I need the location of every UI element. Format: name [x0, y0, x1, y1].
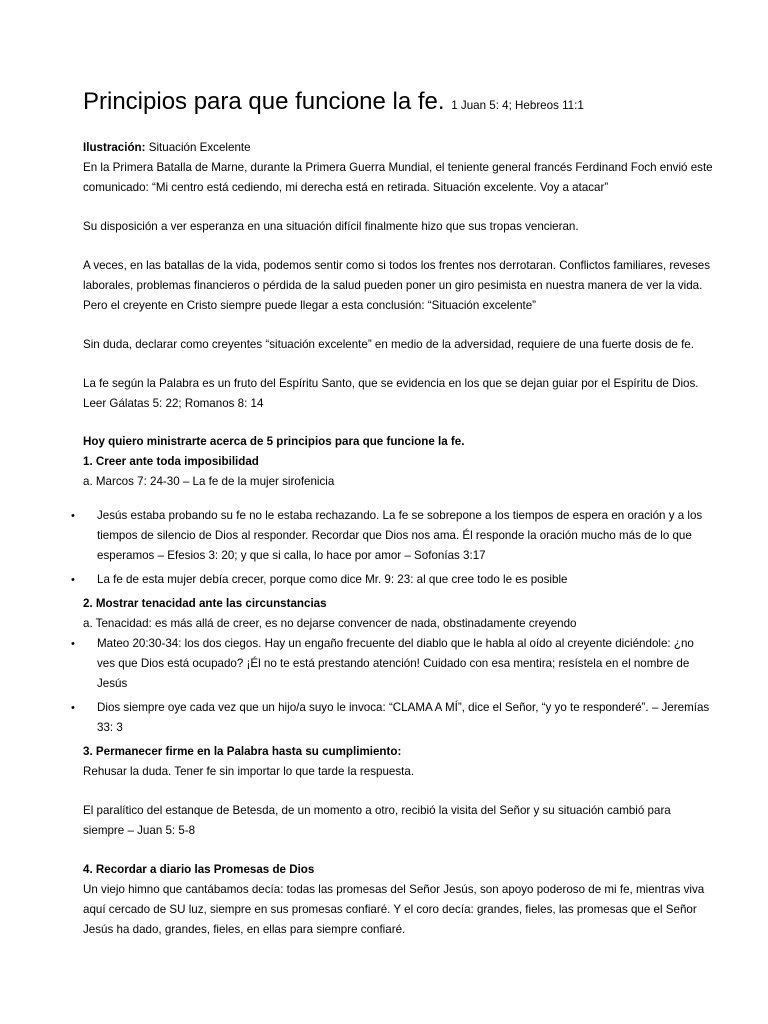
list-item: • Mateo 20:30-34: los dos ciegos. Hay un engaño frecuente del diablo que le habla al oído al creyente diciéndole: ¿no ves que Dios está ocupado? ¡Él no te está prestando atención! Cuidado con esa mentira; resístela en el nombre de Jesús [83, 634, 715, 694]
bullet-icon: • [71, 574, 75, 586]
section-1-heading: 1. Creer ante toda imposibilidad [83, 455, 259, 468]
bullet-icon: • [71, 638, 75, 650]
illustration-title: Situación Excelente [148, 141, 251, 154]
document-title [83, 86, 715, 122]
section-4-heading: 4. Recordar a diario las Promesas de Dios [83, 863, 315, 876]
document-page [71, 86, 715, 940]
illustration-heading [83, 138, 715, 158]
section-3-heading: 3. Permanecer firme en la Palabra hasta su cumplimiento: [83, 745, 402, 758]
section-1-subheading: a. Marcos 7: 24-30 – La fe de la mujer sirofenicia [83, 475, 335, 488]
illustration-label: Ilustración: [83, 141, 146, 154]
paragraph-sin-duda: Sin duda, declarar como creyentes “situación excelente” en medio de la adversidad, requiere de una fuerte dosis de fe. [83, 338, 694, 351]
bullet-icon: • [71, 702, 75, 714]
title-reference: 1 Juan 5: 4; Hebreos 11:1 [451, 99, 584, 112]
list-item: • Dios siempre oye cada vez que un hijo/a suyo le invoca: “CLAMA A MÍ”, dice el Señor, “y yo te responderé”. – Jeremías 33: 3 [83, 698, 715, 738]
list-item: • La fe de esta mujer debía crecer, porque como dice Mr. 9: 23: al que cree todo le es posible [83, 570, 715, 590]
paragraph-fe-palabra: La fe según la Palabra es un fruto del Espíritu Santo, que se evidencia en los que se dejan guiar por el Espíritu de Dios. Leer Gálatas 5: 22; Romanos 8: 14 [83, 377, 699, 410]
paragraph-batallas: A veces, en las batallas de la vida, podemos sentir como si todos los frentes nos derrotaran. Conflictos familiares, reveses laborales, problemas financieros o pérdida de la salud pueden poner un giro pesimista en nuestra manera de ver la vida. Pero el creyente en Cristo siempre puede llegar a esta conclusión: “Situación excelente” [83, 259, 711, 312]
section-2-heading: 2. Mostrar tenacidad ante las circunstancias [83, 597, 327, 610]
list-item: • Jesús estaba probando su fe no le estaba rechazando. La fe se sobrepone a los tiempos de espera en oración y a los tiempos de silencio de Dios al responder. Recordar que Dios nos ama. Él responde la oración mucho más de lo que esperamos – Efesios 3: 20; y que si calla, lo hace por amor – Sofonías 3:17 [83, 506, 715, 566]
title-text: Principios para que funcione la fe. [83, 88, 445, 115]
bullet-icon: • [71, 510, 75, 522]
section-4-paragraph-1: Un viejo himno que cantábamos decía: todas las promesas del Señor Jesús, son apoyo poderoso de mi fe, mientras viva aquí cercado de SU luz, siempre en sus promesas confiaré. Y el coro decía: grandes, fieles, las promesas que el Señor Jesús ha dado, grandes, fieles, en ellas para siempre confiaré. [83, 883, 705, 936]
section-2-bullets [71, 634, 715, 738]
section-1-bullets [71, 506, 715, 590]
section-3-paragraph-2: El paralítico del estanque de Betesda, de un momento a otro, recibió la visita del Señor y su situación cambió para siempre – Juan 5: 5-8 [83, 804, 671, 837]
intro-principles: Hoy quiero ministrarte acerca de 5 principios para que funcione la fe. [83, 435, 465, 448]
paragraph-disposicion: Su disposición a ver esperanza en una situación difícil finalmente hizo que sus tropas vencieran. [83, 220, 579, 233]
paragraph-marne: En la Primera Batalla de Marne, durante la Primera Guerra Mundial, el teniente general francés Ferdinand Foch envió este comunicado: “Mi centro está cediendo, mi derecha está en retirada. Situación excelente. Voy a atacar” [83, 161, 713, 194]
section-3-paragraph-1: Rehusar la duda. Tener fe sin importar lo que tarde la respuesta. [83, 765, 415, 778]
section-2-subheading: a. Tenacidad: es más allá de creer, es no dejarse convencer de nada, obstinadamente creyendo [83, 617, 577, 630]
